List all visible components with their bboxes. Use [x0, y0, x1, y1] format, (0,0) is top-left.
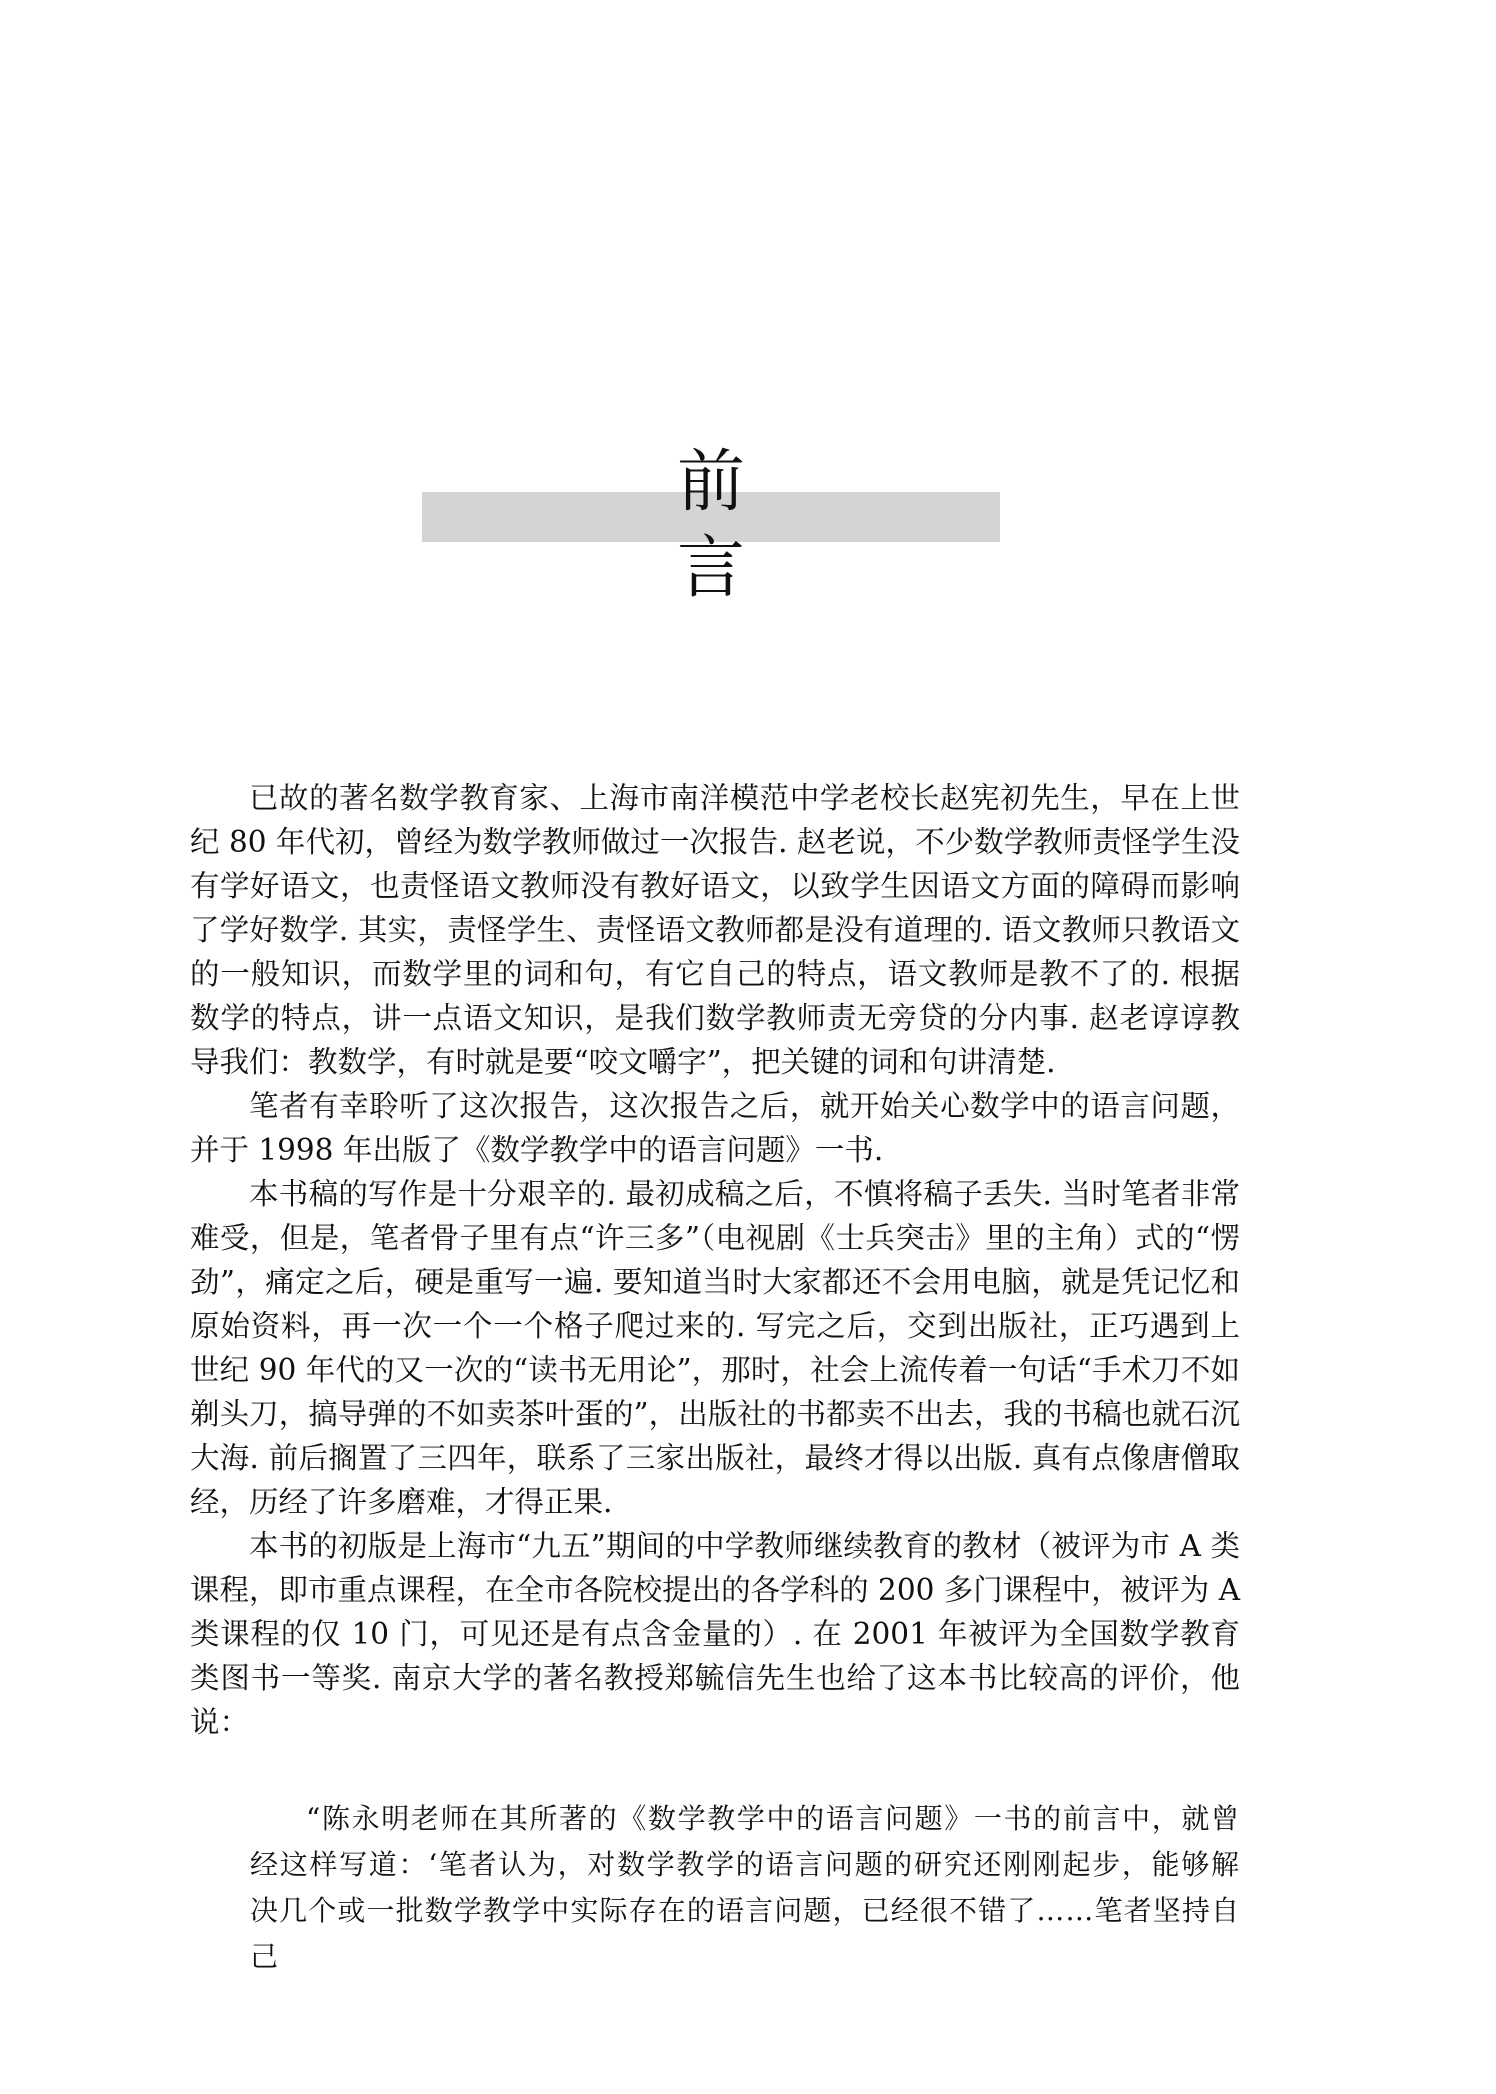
title-block — [422, 440, 1000, 608]
page-title: 前言 — [676, 443, 905, 608]
body-text — [190, 776, 1240, 1744]
paragraph-2: 笔者有幸聆听了这次报告，这次报告之后，就开始关心数学中的语言问题，并于 1998 年出版了《数学教学中的语言问题》一书. — [190, 1089, 1240, 1167]
block-quote — [250, 1796, 1240, 1980]
paragraph-3: 本书稿的写作是十分艰辛的. 最初成稿之后，不慎将稿子丢失. 当时笔者非常难受，但是，笔者骨子里有点“许三多”（电视剧《士兵突击》里的主角）式的“愣劲”，痛定之后，硬是重写一遍. 要知道当时大家都还不会用电脑，就是凭记忆和原始资料，再一次一个一个格子爬过来的. 写完之后，交到出版社，正巧遇到上世纪 90 年代的又一次的“读书无用论”，那时，社会上流传着一句话“手术刀不如剃头刀，搞导弹的不如卖茶叶蛋的”，出版社的书都卖不出去，我的书稿也就石沉大海. 前后搁置了三四年，联系了三家出版社，最终才得以出版. 真有点像唐僧取经，历经了许多磨难，才得正果. — [190, 1177, 1240, 1519]
paragraph-4: 本书的初版是上海市“九五”期间的中学教师继续教育的教材（被评为市 A 类课程，即市重点课程，在全市各院校提出的各学科的 200 多门课程中，被评为 A 类课程的仅 10 门，可见还是有点含金量的）. 在 2001 年被评为全国数学教育类图书一等奖. 南京大学的著名教授郑毓信先生也给了这本书比较高的评价，他说： — [190, 1529, 1240, 1739]
quote-text: “陈永明老师在其所著的《数学教学中的语言问题》一书的前言中，就曾经这样写道：‘笔者认为，对数学教学的语言问题的研究还刚刚起步，能够解决几个或一批数学教学中实际存在的语言问题，已经很不错了……笔者坚持自己 — [250, 1802, 1240, 1973]
paragraph-1: 已故的著名数学教育家、上海市南洋模范中学老校长赵宪初先生，早在上世纪 80 年代初，曾经为数学教师做过一次报告. 赵老说，不少数学教师责怪学生没有学好语文，也责怪语文教师没有教好语文，以致学生因语文方面的障碍而影响了学好数学. 其实，责怪学生、责怪语文教师都是没有道理的. 语文教师只教语文的一般知识，而数学里的词和句，有它自己的特点，语文教师是教不了的. 根据数学的特点，讲一点语文知识，是我们数学教师责无旁贷的分内事. 赵老谆谆教导我们：教数学，有时就是要“咬文嚼字”，把关键的词和句讲清楚. — [190, 781, 1240, 1079]
